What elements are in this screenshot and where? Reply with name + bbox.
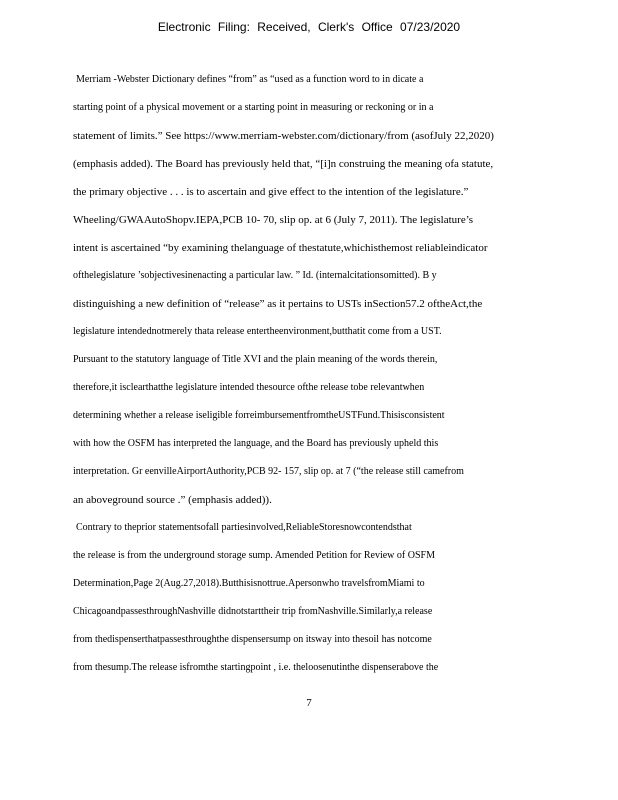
text-line: legislature intendednotmerely thata release entertheenvironment,butthatit come from a UST. bbox=[73, 326, 442, 337]
text-line: Determination,Page 2(Aug.27,2018).Butthisisnottrue.Apersonwho travelsfromMiami to bbox=[73, 578, 425, 589]
text-line: Pursuant to the statutory language of Title XVI and the plain meaning of the words therein, bbox=[73, 354, 438, 365]
electronic-filing-header: Electronic Filing: Received, Clerk's Office 07/23/2020 bbox=[157, 20, 461, 34]
text-line: from thesump.The release isfromthe startingpoint , i.e. theloosenutinthe dispenserabove the bbox=[73, 662, 439, 673]
document-body bbox=[73, 66, 543, 682]
text-line: Merriam -Webster Dictionary defines “from” as “used as a function word to in dicate a bbox=[76, 74, 424, 85]
text-line: (emphasis added). The Board has previously held that, “[i]n construing the meaning ofa statute, bbox=[73, 158, 494, 170]
text-line: Wheeling/GWAAutoShopv.IEPA,PCB 10- 70, slip op. at 6 (July 7, 2011). The legislature’s bbox=[73, 214, 474, 226]
text-line: the primary objective . . . is to ascertain and give effect to the intention of the legislature.” bbox=[73, 186, 469, 198]
text-line: distinguishing a new definition of “release” as it pertains to USTs inSection57.2 oftheAct,the bbox=[73, 298, 483, 310]
text-line: the release is from the underground storage sump. Amended Petition for Review of OSFM bbox=[73, 550, 435, 561]
text-line: intent is ascertained “by examining thelanguage of thestatute,whichisthemost reliableindicator bbox=[73, 242, 488, 254]
text-line: Contrary to theprior statementsofall partiesinvolved,ReliableStoresnowcontendsthat bbox=[76, 522, 412, 533]
text-line: with how the OSFM has interpreted the language, and the Board has previously upheld this bbox=[73, 438, 439, 449]
text-line: determining whether a release iseligible forreimbursementfromtheUSTFund.Thisisconsistent bbox=[73, 410, 445, 421]
text-line: ChicagoandpassesthroughNashville didnotstarttheir trip fromNashville.Similarly,a release bbox=[73, 606, 433, 617]
text-line: ofthelegislature ’sobjectivesinenacting a particular law. ” Id. (internalcitationsomitted). B y bbox=[73, 270, 437, 281]
text-line: an aboveground source .” (emphasis added)). bbox=[73, 494, 272, 506]
text-line: interpretation. Gr eenvilleAirportAuthority,PCB 92- 157, slip op. at 7 (“the release still camefrom bbox=[73, 466, 464, 477]
text-line: therefore,it isclearthatthe legislature intended thesource ofthe release tobe relevantwhen bbox=[73, 382, 425, 393]
text-line: from thedispenserthatpassesthroughthe dispensersump on itsway into thesoil has notcome bbox=[73, 634, 432, 645]
page-number: 7 bbox=[306, 697, 312, 709]
text-line: statement of limits.” See https://www.merriam-webster.com/dictionary/from (asofJuly 22,2020) bbox=[73, 130, 494, 142]
text-line: starting point of a physical movement or a starting point in measuring or reckoning or in a bbox=[73, 102, 434, 113]
